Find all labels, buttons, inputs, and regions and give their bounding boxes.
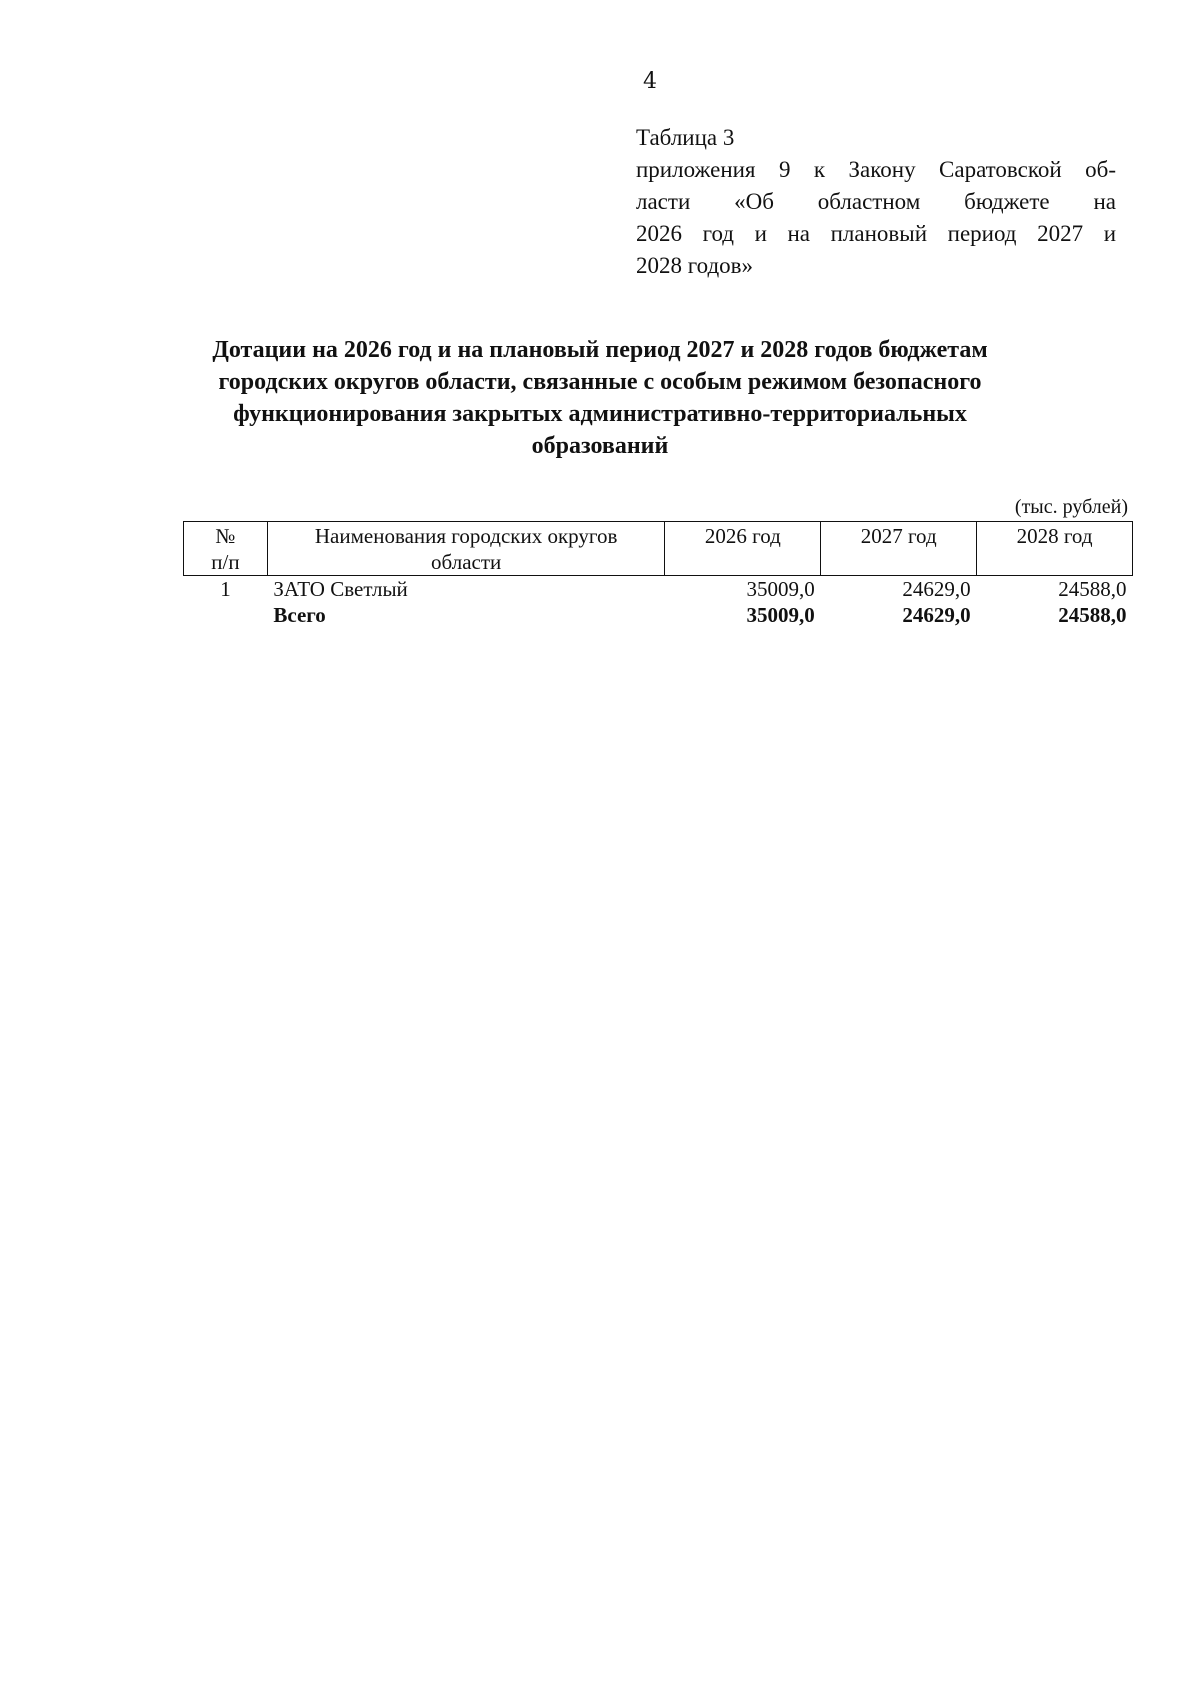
grants-table xyxy=(183,521,1133,628)
header-name-line2: области xyxy=(431,550,502,574)
total-value-2028: 24588,0 xyxy=(1058,603,1127,627)
total-row xyxy=(184,602,1133,628)
appendix-table-label: Таблица 3 xyxy=(636,125,735,150)
header-year-2027: 2027 год xyxy=(821,522,977,576)
header-year-2026: 2026 год xyxy=(665,522,821,576)
header-name xyxy=(267,522,665,576)
appendix-line: 2026 год и на плановый период 2027 и xyxy=(636,221,1116,246)
title-line: образований xyxy=(531,433,669,459)
row-value-2026: 35009,0 xyxy=(746,577,815,601)
appendix-line: приложения 9 к Закону Саратовской об- xyxy=(636,157,1116,182)
appendix-line: ласти «Об областном бюджете на xyxy=(636,189,1116,214)
total-label: Всего xyxy=(273,603,326,627)
total-value-2027: 24629,0 xyxy=(902,603,971,627)
title-line: Дотации на 2026 год и на плановый период 2027 и 2028 годов бюджетам xyxy=(212,337,988,363)
appendix-reference xyxy=(636,122,1116,282)
header-number xyxy=(184,522,268,576)
table-row xyxy=(184,576,1133,603)
table-header-row xyxy=(184,522,1133,576)
header-number-line1: № xyxy=(215,524,236,548)
units-label: (тыс. рублей) xyxy=(1014,496,1128,518)
total-value-2026: 35009,0 xyxy=(746,603,815,627)
appendix-line: 2028 годов» xyxy=(636,253,754,278)
header-year-2028: 2028 год xyxy=(977,522,1133,576)
row-value-2027: 24629,0 xyxy=(902,577,971,601)
title-line: функционирования закрытых административно-территориальных xyxy=(233,401,967,427)
header-number-line2: п/п xyxy=(211,550,240,574)
row-number: 1 xyxy=(220,577,231,601)
document-title xyxy=(180,334,1020,462)
total-number-cell xyxy=(184,602,268,628)
title-line: городских округов области, связанные с особым режимом безопасного xyxy=(218,369,982,395)
row-value-2028: 24588,0 xyxy=(1058,577,1127,601)
row-name: ЗАТО Светлый xyxy=(273,577,408,601)
page-number: 4 xyxy=(643,69,657,94)
header-name-line1: Наименования городских округов xyxy=(314,524,618,548)
